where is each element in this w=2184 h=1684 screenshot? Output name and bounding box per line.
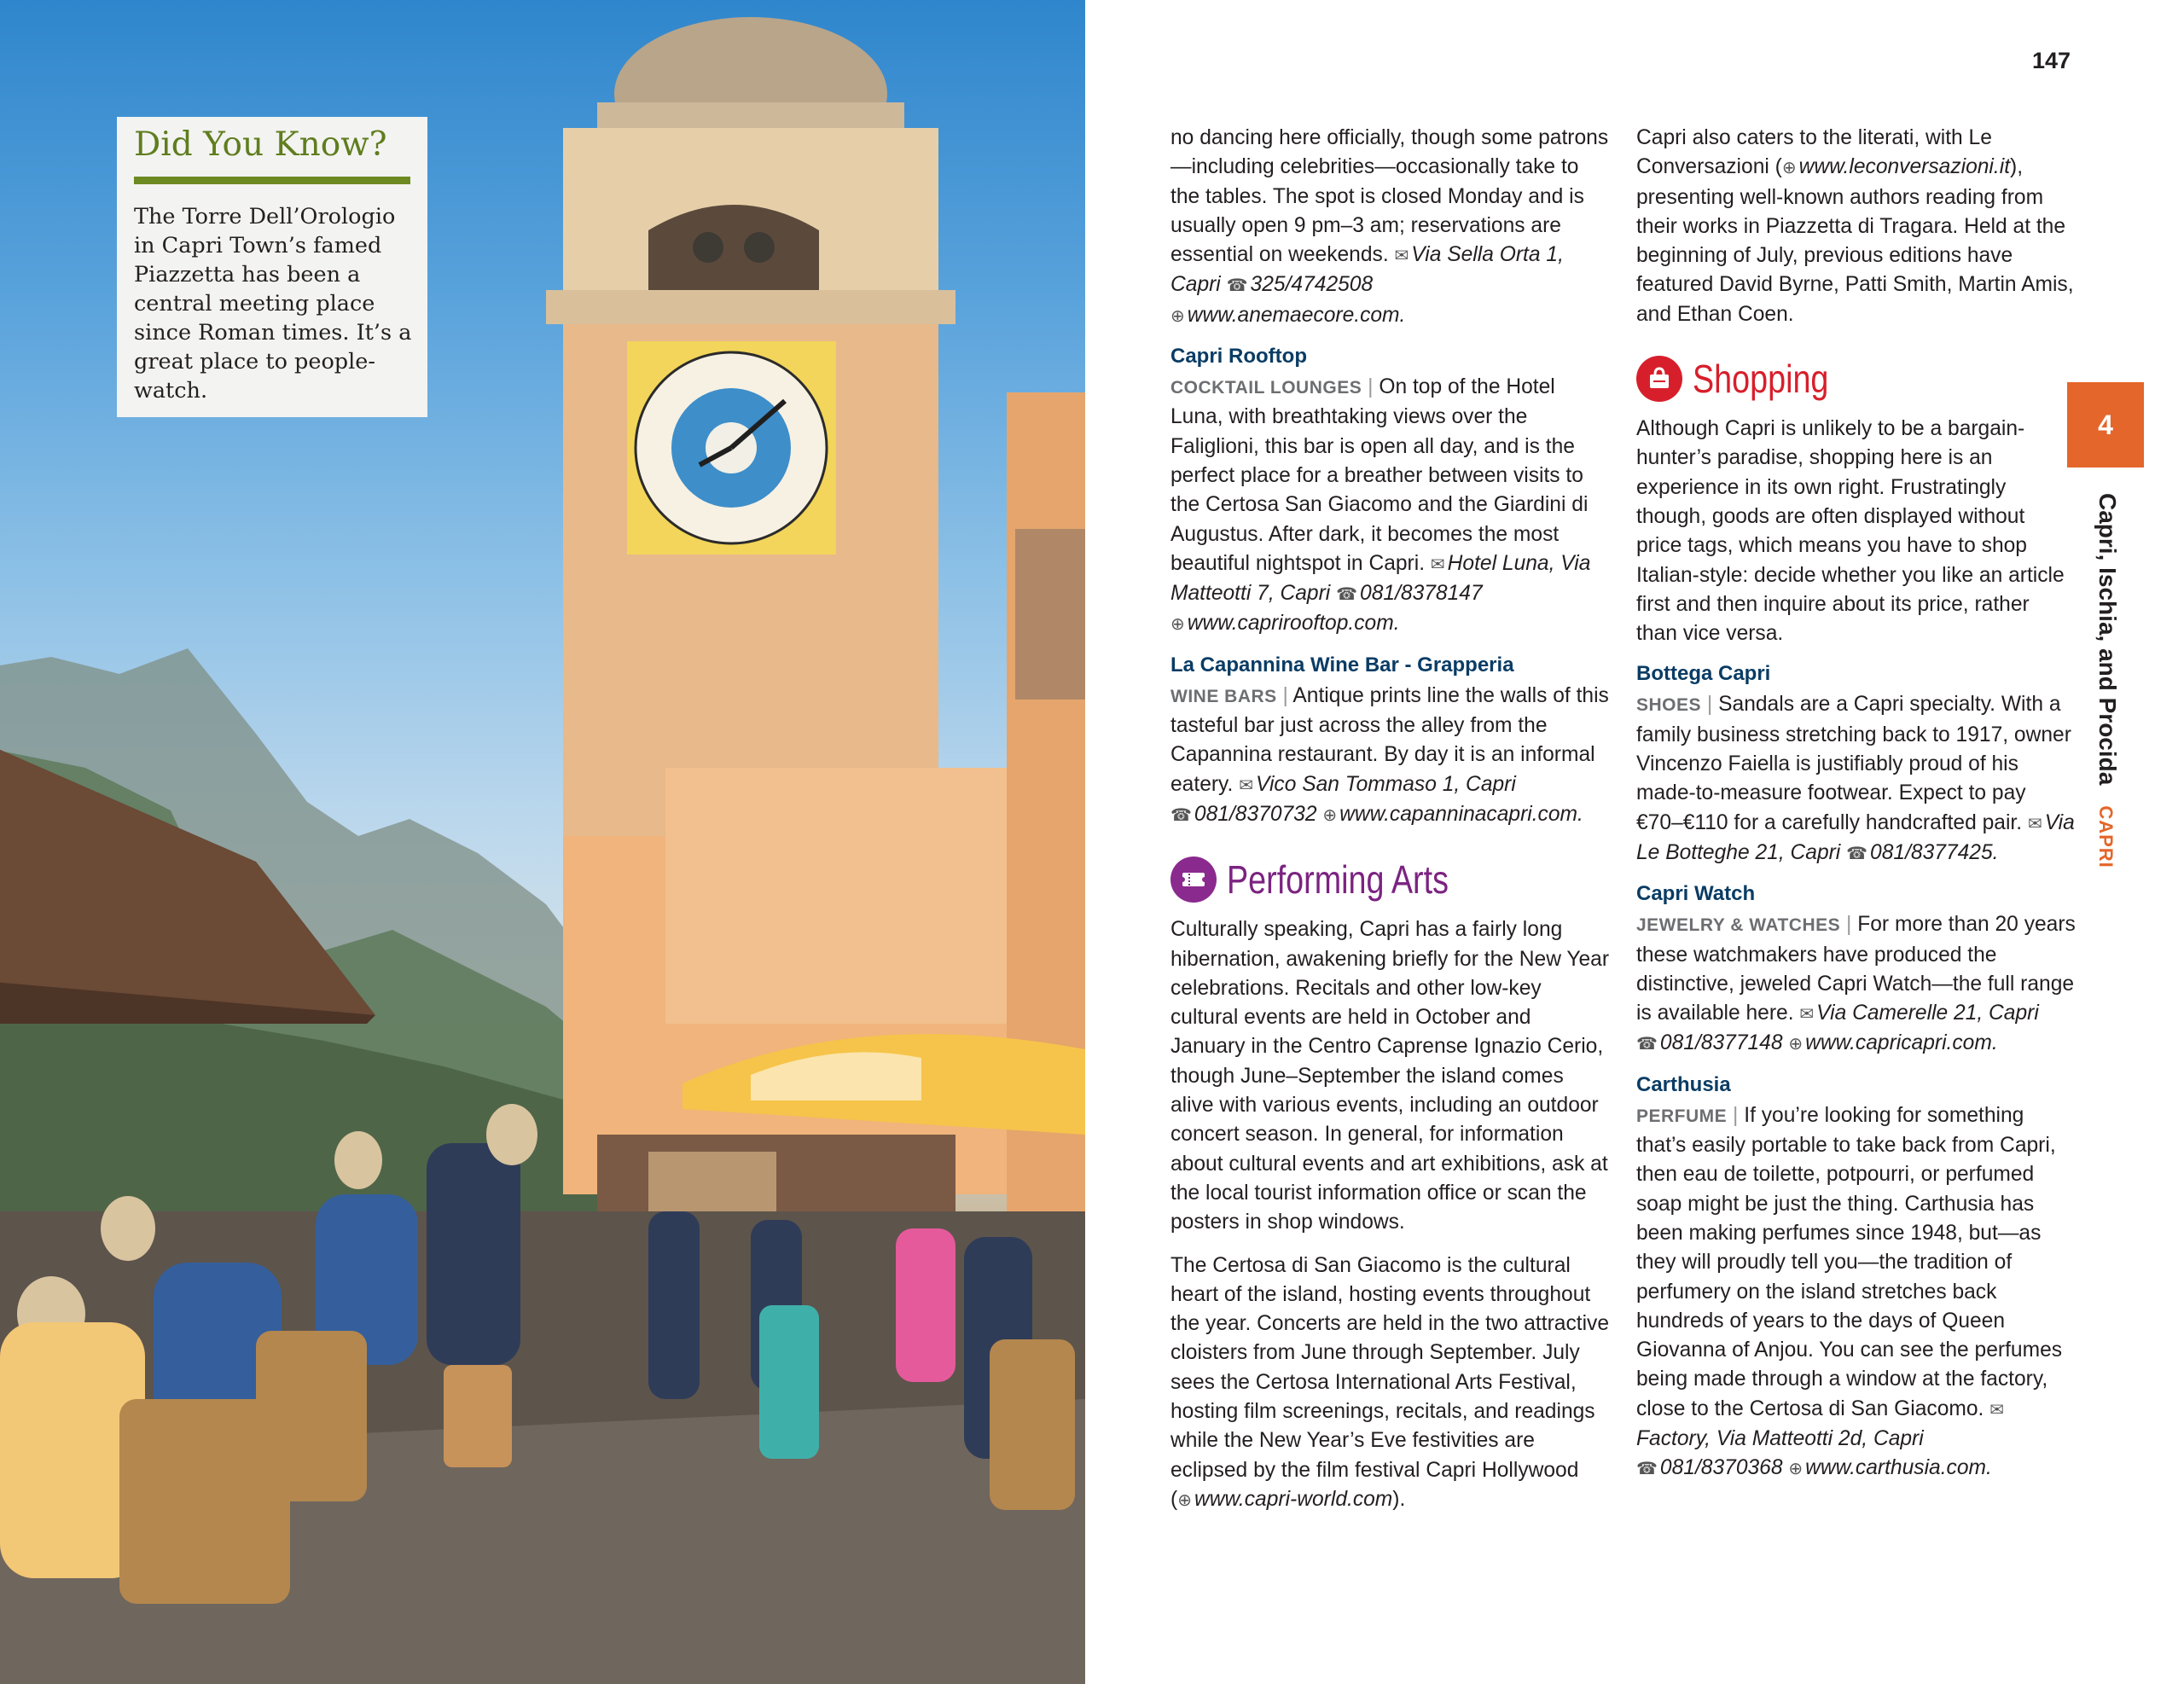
web-icon: ⊕ (1322, 805, 1338, 825)
section-title: Performing Arts (1227, 857, 1449, 903)
web-icon: ⊕ (1170, 306, 1185, 326)
phone: 081/8378147 (1360, 582, 1483, 606)
section-performing-arts (1170, 856, 1610, 903)
web-icon: ⊕ (1177, 1490, 1192, 1510)
did-you-know-rule (134, 177, 410, 184)
listing-category: WINE BARS (1170, 686, 1277, 706)
phone-icon: ☎ (1170, 805, 1192, 825)
web-icon: ⊕ (1781, 159, 1797, 178)
phone-icon: ☎ (1636, 1460, 1658, 1479)
nightlife-continued: no dancing here officially, though some patrons—including celebrities—occasionally take to the tables. The spot is closed Monday and is usually open 9 pm–3 am; reservations are essential on weekends. ✉ Via Sella Orta 1, Capri ☎ 325/4742508 ⊕ www.anemaecore.com. (1170, 126, 1609, 327)
piazzetta-photo (0, 0, 1085, 1684)
shopping-bag-icon (1636, 356, 1682, 402)
phone: 081/8377425. (1870, 840, 1999, 864)
website-link[interactable]: www.anemaecore.com. (1187, 303, 1406, 327)
shopping-intro: Although Capri is unlikely to be a bargain-hunter’s paradise, shopping here is an experience in its own right. Frustratingly though, goods are often displayed without price tags, which means you have to shop Italian-style: decide whether you like an article first and then inquire about its price, rather than vice versa. (1636, 417, 2065, 646)
chapter-number-tab: 4 (2067, 382, 2144, 467)
literati-paragraph: Capri also caters to the literati, with Le Conversazioni (⊕ www.leconversazioni.it), presenting well-known authors reading from their works in Piazzetta di Tragara. Held at the beginning of July, previous editions have featured David Byrne, Patti Smith, Martin Amis, and Ethan Coen. (1636, 126, 2074, 326)
phone-icon: ☎ (1336, 585, 1358, 605)
listing-category: SHOES (1636, 695, 1702, 716)
phone: 081/8370732 (1194, 802, 1317, 826)
listing-text: For more than 20 years these watchmakers have produced the distinctive, jeweled Capri Watch—the full range is available here. (1636, 913, 2076, 1025)
text-column-1 (1170, 124, 1610, 1515)
did-you-know-title: Did You Know? (134, 125, 387, 164)
listing-text: On top of the Hotel Luna, with breathtaking views over the Faliglioni, this bar is open all day, and is the perfect place for a breather between visits to the Certosa San Giacomo and the Giardini di Augustus. After dark, it becomes the most beautiful nightspot in Capri. (1170, 375, 1589, 575)
web-icon: ⊕ (1170, 615, 1185, 635)
listing-title: Carthusia (1636, 1072, 1731, 1096)
mail-icon: ✉ (1799, 1005, 1815, 1025)
address: Via Camerelle 21, Capri (1816, 1002, 2039, 1025)
address: Vico San Tommaso 1, Capri (1255, 772, 1516, 796)
web-icon: ⊕ (1788, 1460, 1804, 1479)
section-shopping (1636, 355, 2076, 403)
chapter-subtitle: CAPRI (2095, 805, 2117, 868)
phone-icon: ☎ (1846, 844, 1868, 863)
performing-arts-p2: The Certosa di San Giacomo is the cultural heart of the island, hosting events throughout the year. Concerts are held in the two attractive cloisters from June through September. July sees the Certosa International Arts Festival, hosting film screenings, recitals, and readings while the New Year’s Eve festivities are eclipsed by the film festival Capri Hollywood (⊕ www.capri-world.com). (1170, 1253, 1610, 1511)
phone: 325/4742508 (1250, 273, 1374, 297)
listing-bottega-capri: Bottega Capri SHOES | Sandals are a Capri specialty. With a family business stretching back to 1917, owner Vincenzo Faiella is justifiably proud of his made-to-measure footwear. Expect to pay €70–€110 for a carefully handcrafted pair. ✉ Via Le Botteghe 21, Capri ☎ 081/8377425. (1636, 659, 2076, 868)
listing-text: If you’re looking for something that’s easily portable to take back from Capri, then eau de toilette, potpourri, or perfumed soap might be just the thing. Carthusia has been making perfumes since 1948, but—as they will proudly tell you—the tradition of perfumery on the island stretches back hundreds of years to the days of Queen Giovanna of Anjou. You can see the perfumes being made through a window at the factory, close to the Certosa di San Giacomo. (1636, 1103, 2063, 1420)
listing-carthusia: Carthusia PERFUME | If you’re looking for something that’s easily portable to take back from Capri, then eau de toilette, potpourri, or perfumed soap might be just the thing. Carthusia has been making perfumes since 1948, but—as they will proudly tell you—the tradition of perfumery on the island stretches back hundreds of years to the days of Queen Giovanna of Anjou. You can see the perfumes being made through a window at the factory, close to the Certosa di San Giacomo. ✉Factory, Via Matteotti 2d, Capri ☎ 081/8370368 ⊕ www.carthusia.com. (1636, 1071, 2076, 1484)
web-icon: ⊕ (1788, 1035, 1804, 1054)
listing-capri-rooftop: Capri Rooftop COCKTAIL LOUNGES | On top of the Hotel Luna, with breathtaking views over the Faliglioni, this bar is open all day, and is the perfect place for a breather between visits to the Certosa San Giacomo and the Giardini di Augustus. After dark, it becomes the most beautiful nightspot in Capri. ✉ Hotel Luna, Via Matteotti 7, Capri ☎ 081/8378147 ⊕ www.caprirooftop.com. (1170, 342, 1610, 640)
listing-capri-watch: Capri Watch JEWELRY & WATCHES | For more than 20 years these watchmakers have produced the distinctive, jeweled Capri Watch—the full range is available here. ✉ Via Camerelle 21, Capri ☎ 081/8377148 ⊕ www.capricapri.com. (1636, 880, 2076, 1059)
phone: 081/8377148 (1659, 1031, 1783, 1055)
chapter-side-label (2094, 493, 2121, 868)
website-link[interactable]: www.leconversazioni.it (1798, 155, 2011, 179)
mail-icon: ✉ (1430, 555, 1445, 574)
address: Factory, Via Matteotti 2d, Capri (1636, 1426, 1924, 1450)
mail-icon: ✉ (2027, 814, 2042, 833)
address: Via Le Botteghe 21, Capri (1636, 810, 2075, 864)
ticket-icon (1170, 857, 1217, 903)
website-link[interactable]: www.carthusia.com. (1805, 1456, 1992, 1480)
performing-arts-p1: Culturally speaking, Capri has a fairly long hibernation, awakening briefly for the New Year celebrations. Recitals and other low-key cultural events are held in October and January in the Centro Caprense Ignazio Cerio, though June–September the island comes alive with various events, including an outdoor concert season. In general, for information about cultural events and art exhibitions, ask at the local tourist information office or scan the posters in shop windows. (1170, 918, 1610, 1234)
listing-text: Sandals are a Capri specialty. With a family business stretching back to 1917, owner Vincenzo Faiella is justifiably proud of his made-to-measure footwear. Expect to pay €70–€110 for a carefully handcrafted pair. (1636, 693, 2071, 834)
listing-title: Bottega Capri (1636, 662, 1771, 686)
listing-title: La Capannina Wine Bar - Grapperia (1170, 653, 1514, 677)
phone-icon: ☎ (1636, 1035, 1658, 1054)
page-number: 147 (2032, 48, 2071, 73)
listing-la-capannina: La Capannina Wine Bar - Grapperia WINE BARS | Antique prints line the walls of this tasteful bar just across the alley from the Capannina restaurant. By day it is an informal eatery. ✉ Vico San Tommaso 1, Capri ☎ 081/8370732 ⊕ www.capanninacapri.com. (1170, 651, 1610, 830)
did-you-know-text: The Torre Dell’Orologio in Capri Town’s famed Piazzetta has been a central meeting place since Roman times. It’s a great place to people-watch. (134, 204, 412, 404)
text-column-2 (1636, 124, 2076, 1484)
listing-category: PERFUME (1636, 1106, 1728, 1126)
section-title: Shopping (1693, 357, 1829, 402)
address: Via Sella Orta 1, Capri (1170, 243, 1564, 297)
listing-category: JEWELRY & WATCHES (1636, 915, 1841, 936)
website-link[interactable]: www.caprirooftop.com. (1187, 612, 1400, 636)
listing-category: COCKTAIL LOUNGES (1170, 378, 1362, 398)
did-you-know-box (117, 117, 427, 417)
address: Hotel Luna, Via Matteotti 7, Capri (1170, 551, 1591, 606)
phone: 081/8370368 (1659, 1456, 1783, 1480)
website-link[interactable]: www.capanninacapri.com. (1339, 802, 1583, 826)
mail-icon: ✉ (1239, 775, 1253, 795)
listing-title: Capri Rooftop (1170, 345, 1307, 369)
mail-icon: ✉ (1394, 247, 1409, 266)
website-link[interactable]: www.capricapri.com. (1805, 1031, 1998, 1055)
listing-text: Antique prints line the walls of this tasteful bar just across the alley from the Capannina restaurant. By day it is an informal eatery. (1170, 683, 1609, 796)
website-link[interactable]: www.capri-world.com (1194, 1487, 1393, 1511)
chapter-title: Capri, Ischia, and Procida (2094, 493, 2121, 786)
listing-title: Capri Watch (1636, 882, 1756, 906)
phone-icon: ☎ (1226, 276, 1248, 296)
mail-icon: ✉ (1989, 1400, 2004, 1420)
